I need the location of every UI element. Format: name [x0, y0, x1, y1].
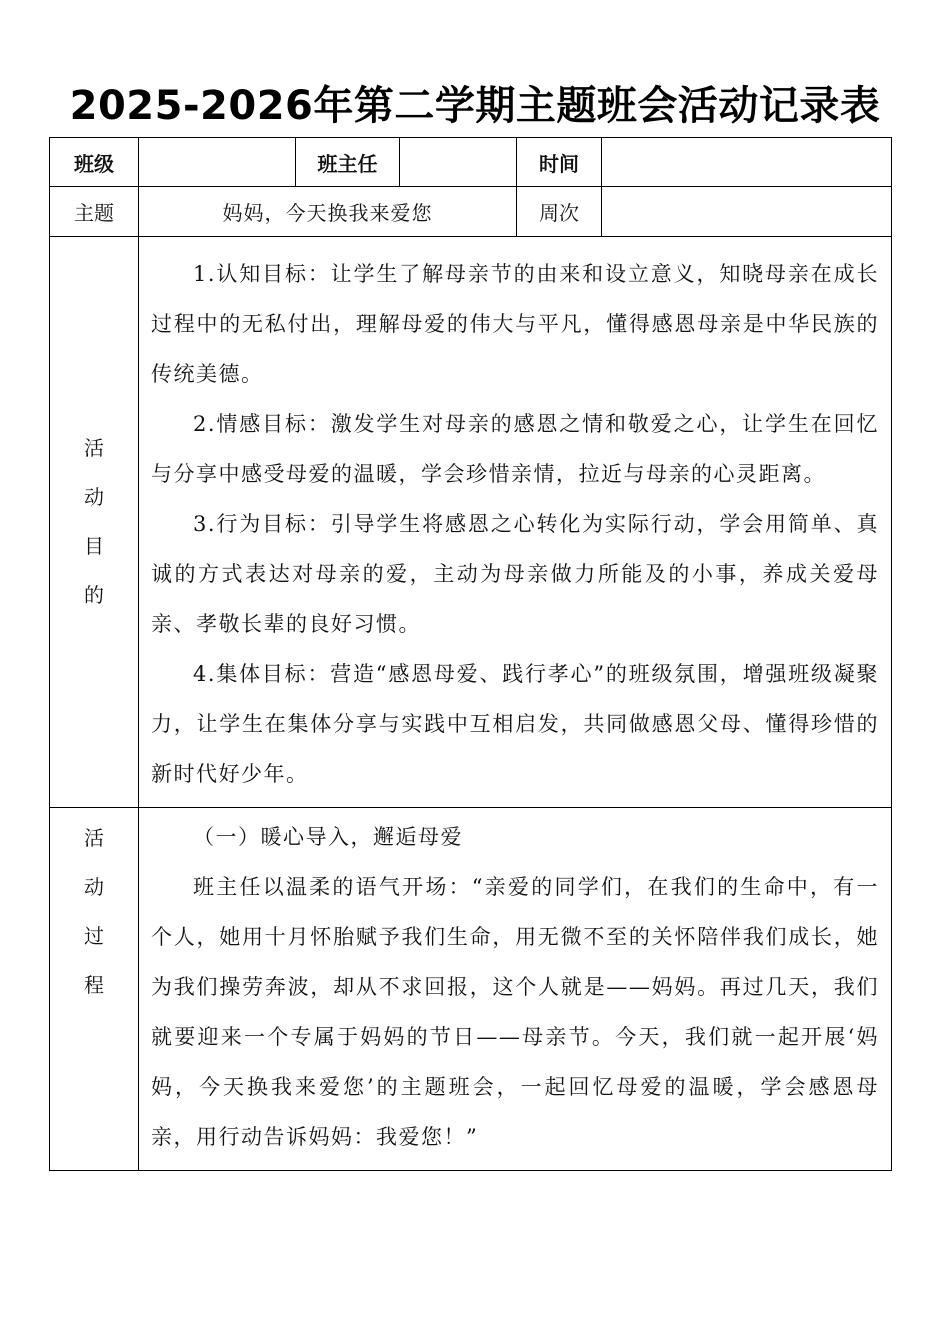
process-label-char: 过 — [84, 924, 104, 948]
process-label-char: 程 — [84, 973, 104, 997]
objective-collective: 4.集体目标：营造“感恩母爱、践行孝心”的班级氛围，增强班级凝聚力，让学生在集体分享与实践中互相启发，共同做感恩父母、懂得珍惜的新时代好少年。 — [151, 662, 879, 786]
objectives-label-char: 活 — [84, 436, 104, 460]
theme-label: 主题 — [50, 187, 139, 237]
theme-row — [50, 187, 892, 237]
time-label: 时间 — [517, 138, 602, 187]
teacher-value[interactable] — [400, 138, 517, 187]
process-content[interactable] — [139, 808, 892, 1171]
process-label-char: 活 — [84, 826, 104, 850]
objectives-content[interactable] — [139, 237, 892, 808]
class-value[interactable] — [139, 138, 296, 187]
document-title: 2025-2026年第二学期主题班会活动记录表 — [69, 83, 881, 129]
objectives-row — [50, 237, 892, 808]
process-section-title: （一）暖心导入，邂逅母爱 — [193, 825, 463, 849]
objective-behavioral: 3.行为目标：引导学生将感恩之心转化为实际行动，学会用简单、真诚的方式表达对母亲的爱，主动为母亲做力所能及的小事，养成关爱母亲、孝敬长辈的良好习惯。 — [151, 512, 879, 636]
objectives-label-char: 动 — [84, 485, 104, 509]
theme-value[interactable]: 妈妈，今天换我来爱您 — [139, 187, 517, 237]
process-label-char: 动 — [84, 875, 104, 899]
objective-cognitive: 1.认知目标：让学生了解母亲节的由来和设立意义，知晓母亲在成长过程中的无私付出，理解母爱的伟大与平凡，懂得感恩母亲是中华民族的传统美德。 — [151, 262, 879, 386]
objectives-label-char: 的 — [84, 583, 104, 607]
objectives-label — [50, 237, 139, 808]
record-table — [49, 137, 892, 1171]
objective-emotional: 2.情感目标：激发学生对母亲的感恩之情和敬爱之心，让学生在回忆与分享中感受母爱的温暖，学会珍惜亲情，拉近与母亲的心灵距离。 — [151, 412, 879, 486]
week-label: 周次 — [517, 187, 602, 237]
teacher-label: 班主任 — [296, 138, 400, 187]
time-value[interactable] — [602, 138, 892, 187]
process-row — [50, 808, 892, 1171]
header-row — [50, 138, 892, 187]
week-value[interactable] — [602, 187, 892, 237]
objectives-label-char: 目 — [84, 534, 104, 558]
process-label — [50, 808, 139, 1171]
class-label: 班级 — [50, 138, 139, 187]
process-paragraph: 班主任以温柔的语气开场：“亲爱的同学们，在我们的生命中，有一个人，她用十月怀胎赋予我们生命，用无微不至的关怀陪伴我们成长，她为我们操劳奔波，却从不求回报，这个人就是——妈妈。再过几天，我们就要迎来一个专属于妈妈的节日——母亲节。今天，我们就一起开展‘妈妈，今天换我来爱您’的主题班会，一起回忆母爱的温暖，学会感恩母亲，用行动告诉妈妈：我爱您！” — [151, 875, 879, 1149]
